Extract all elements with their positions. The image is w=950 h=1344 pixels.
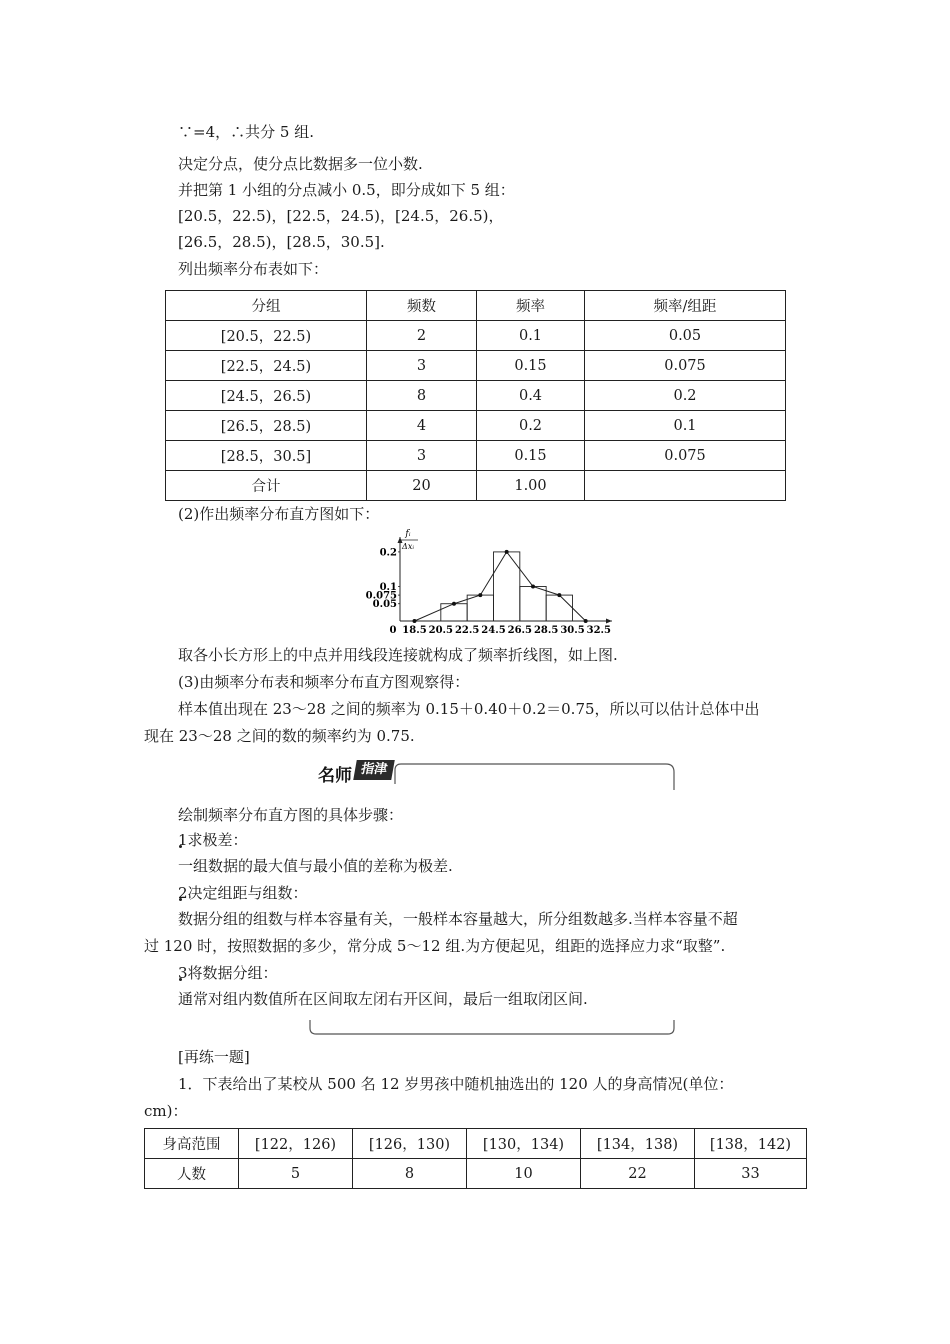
table-cell: [26.5，28.5) bbox=[166, 411, 367, 441]
table-cell: 0.2 bbox=[585, 381, 786, 411]
y-tick-label: 0.075 bbox=[365, 590, 397, 602]
guide-banner-tag: 指津 bbox=[353, 760, 395, 780]
guide-bottom-bracket bbox=[300, 1014, 680, 1040]
frequency-polygon-point bbox=[412, 619, 416, 623]
guide-step-1-title: 1求极差： bbox=[178, 831, 248, 849]
header-cell: 频率/组距 bbox=[585, 291, 786, 321]
practice-title: [再练一题] bbox=[178, 1048, 250, 1066]
header-cell: 分组 bbox=[166, 291, 367, 321]
header-cell: 频数 bbox=[367, 291, 477, 321]
table-cell: 合计 bbox=[166, 471, 367, 501]
intro-line-4: [20.5，22.5)，[22.5，24.5)，[24.5，26.5)， bbox=[178, 207, 504, 225]
table-cell: 0.15 bbox=[477, 351, 585, 381]
table-cell: 8 bbox=[367, 381, 477, 411]
x-tick-label: 28.5 bbox=[533, 625, 559, 636]
table-row bbox=[145, 1129, 807, 1159]
after-chart-line-1: 取各小长方形上的中点并用线段连接就构成了频率折线图，如上图. bbox=[178, 646, 618, 664]
table-cell: 身高范围 bbox=[145, 1129, 239, 1159]
table-cell: 5 bbox=[239, 1159, 353, 1189]
intro-line-6: 列出频率分布表如下： bbox=[178, 260, 329, 278]
y-axis-label-denominator: Δxᵢ bbox=[402, 542, 414, 551]
x-axis-arrow bbox=[606, 619, 612, 624]
table-total-row bbox=[166, 471, 786, 501]
x-tick-label: 32.5 bbox=[586, 625, 612, 636]
frequency-polygon-point bbox=[505, 550, 509, 554]
intro-line-2: 决定分点，使分点比数据多一位小数. bbox=[178, 155, 423, 173]
guide-step-3-body: 通常对组内数值所在区间取左闭右开区间，最后一组取闭区间. bbox=[178, 990, 588, 1008]
table-cell: 1.00 bbox=[477, 471, 585, 501]
frequency-polygon-line bbox=[414, 552, 585, 621]
table-cell: 0.4 bbox=[477, 381, 585, 411]
table-cell: [24.5，26.5) bbox=[166, 381, 367, 411]
table-row bbox=[166, 321, 786, 351]
frequency-polygon-point bbox=[531, 584, 535, 588]
height-table bbox=[144, 1128, 807, 1189]
guide-step-3-title: 3将数据分组： bbox=[178, 964, 278, 982]
table-cell: [20.5，22.5) bbox=[166, 321, 367, 351]
x-tick-label: 20.5 bbox=[428, 625, 453, 636]
after-chart-line-4: 现在 23～28 之间的数的频率约为 0.75. bbox=[144, 727, 415, 745]
table-cell: 22 bbox=[581, 1159, 695, 1189]
histogram-bar bbox=[546, 595, 572, 621]
table-cell: [122，126) bbox=[239, 1129, 353, 1159]
x-tick-label: 30.5 bbox=[560, 625, 585, 636]
table-cell: [138，142) bbox=[695, 1129, 807, 1159]
table-row bbox=[166, 411, 786, 441]
after-chart-line-3: 样本值出现在 23～28 之间的频率为 0.15＋0.40＋0.2＝0.75，所以可以估计总体中出 bbox=[178, 700, 760, 718]
y-axis-label-numerator: fᵢ bbox=[405, 529, 411, 539]
histogram-caption: (2)作出频率分布直方图如下： bbox=[178, 505, 380, 523]
table-cell: [130，134) bbox=[467, 1129, 581, 1159]
frequency-table bbox=[165, 290, 786, 501]
guide-step-2-body-line-2: 过 120 时，按照数据的多少，常分成 5～12 组.为方便起见，组距的选择应力求“取整”. bbox=[144, 937, 726, 955]
table-cell: 20 bbox=[367, 471, 477, 501]
origin-label: 0 bbox=[389, 625, 397, 636]
table-cell: 33 bbox=[695, 1159, 807, 1189]
y-tick-label: 0.05 bbox=[372, 599, 397, 611]
table-cell: [134，138) bbox=[581, 1129, 695, 1159]
table-cell: 10 bbox=[467, 1159, 581, 1189]
table-cell: 人数 bbox=[145, 1159, 239, 1189]
table-cell: 3 bbox=[367, 351, 477, 381]
x-tick-label: 18.5 bbox=[402, 625, 427, 636]
frequency-polygon-point bbox=[478, 593, 482, 597]
histogram-bar bbox=[520, 586, 546, 621]
intro-line-3: 并把第 1 小组的分点减小 0.5，即分成如下 5 组： bbox=[178, 181, 515, 199]
x-tick-label: 24.5 bbox=[481, 625, 506, 636]
histogram-bar bbox=[441, 604, 467, 621]
table-cell: 0.05 bbox=[585, 321, 786, 351]
x-tick-label: 22.5 bbox=[454, 625, 480, 636]
table-header-row bbox=[166, 291, 786, 321]
histogram-bar bbox=[493, 552, 519, 621]
intro-line-5: [26.5，28.5)，[28.5，30.5]. bbox=[178, 233, 385, 251]
table-row bbox=[166, 381, 786, 411]
table-cell: 0.1 bbox=[585, 411, 786, 441]
table-cell: 4 bbox=[367, 411, 477, 441]
practice-q1-line-2: cm)： bbox=[144, 1102, 188, 1120]
frequency-histogram bbox=[360, 525, 620, 637]
guide-step-2-title: 2决定组距与组数： bbox=[178, 884, 308, 902]
table-cell: [22.5，24.5) bbox=[166, 351, 367, 381]
frequency-polygon-point bbox=[557, 593, 561, 597]
x-tick-label: 26.5 bbox=[507, 625, 533, 636]
table-cell: [28.5，30.5] bbox=[166, 441, 367, 471]
practice-q1-line-1: 1．下表给出了某校从 500 名 12 岁男孩中随机抽选出的 120 人的身高情况(单位： bbox=[178, 1075, 734, 1093]
intro-line-1: ∵=4，∴共分 5 组. bbox=[178, 123, 314, 141]
y-tick-label: 0.1 bbox=[379, 581, 397, 593]
guide-step-2-body-line-1: 数据分组的组数与样本容量有关，一般样本容量越大，所分组数越多.当样本容量不超 bbox=[178, 910, 738, 928]
table-cell bbox=[585, 471, 786, 501]
guide-step-1-body: 一组数据的最大值与最小值的差称为极差. bbox=[178, 857, 453, 875]
table-cell: 0.075 bbox=[585, 441, 786, 471]
table-cell: 0.1 bbox=[477, 321, 585, 351]
table-cell: 8 bbox=[353, 1159, 467, 1189]
table-row bbox=[145, 1159, 807, 1189]
histogram-bar bbox=[467, 595, 493, 621]
table-cell: 2 bbox=[367, 321, 477, 351]
table-cell: 0.075 bbox=[585, 351, 786, 381]
y-tick-label: 0.2 bbox=[379, 547, 397, 559]
table-cell: 0.2 bbox=[477, 411, 585, 441]
table-cell: 3 bbox=[367, 441, 477, 471]
table-cell: [126，130) bbox=[353, 1129, 467, 1159]
guide-intro: 绘制频率分布直方图的具体步骤： bbox=[178, 806, 404, 824]
table-row bbox=[166, 441, 786, 471]
table-row bbox=[166, 351, 786, 381]
frequency-polygon-point bbox=[452, 602, 456, 606]
guide-banner-label: 名师 bbox=[318, 766, 352, 786]
header-cell: 频率 bbox=[477, 291, 585, 321]
after-chart-line-2: (3)由频率分布表和频率分布直方图观察得： bbox=[178, 673, 470, 691]
y-axis-label bbox=[399, 529, 418, 551]
frequency-polygon-point bbox=[584, 619, 588, 623]
table-cell: 0.15 bbox=[477, 441, 585, 471]
